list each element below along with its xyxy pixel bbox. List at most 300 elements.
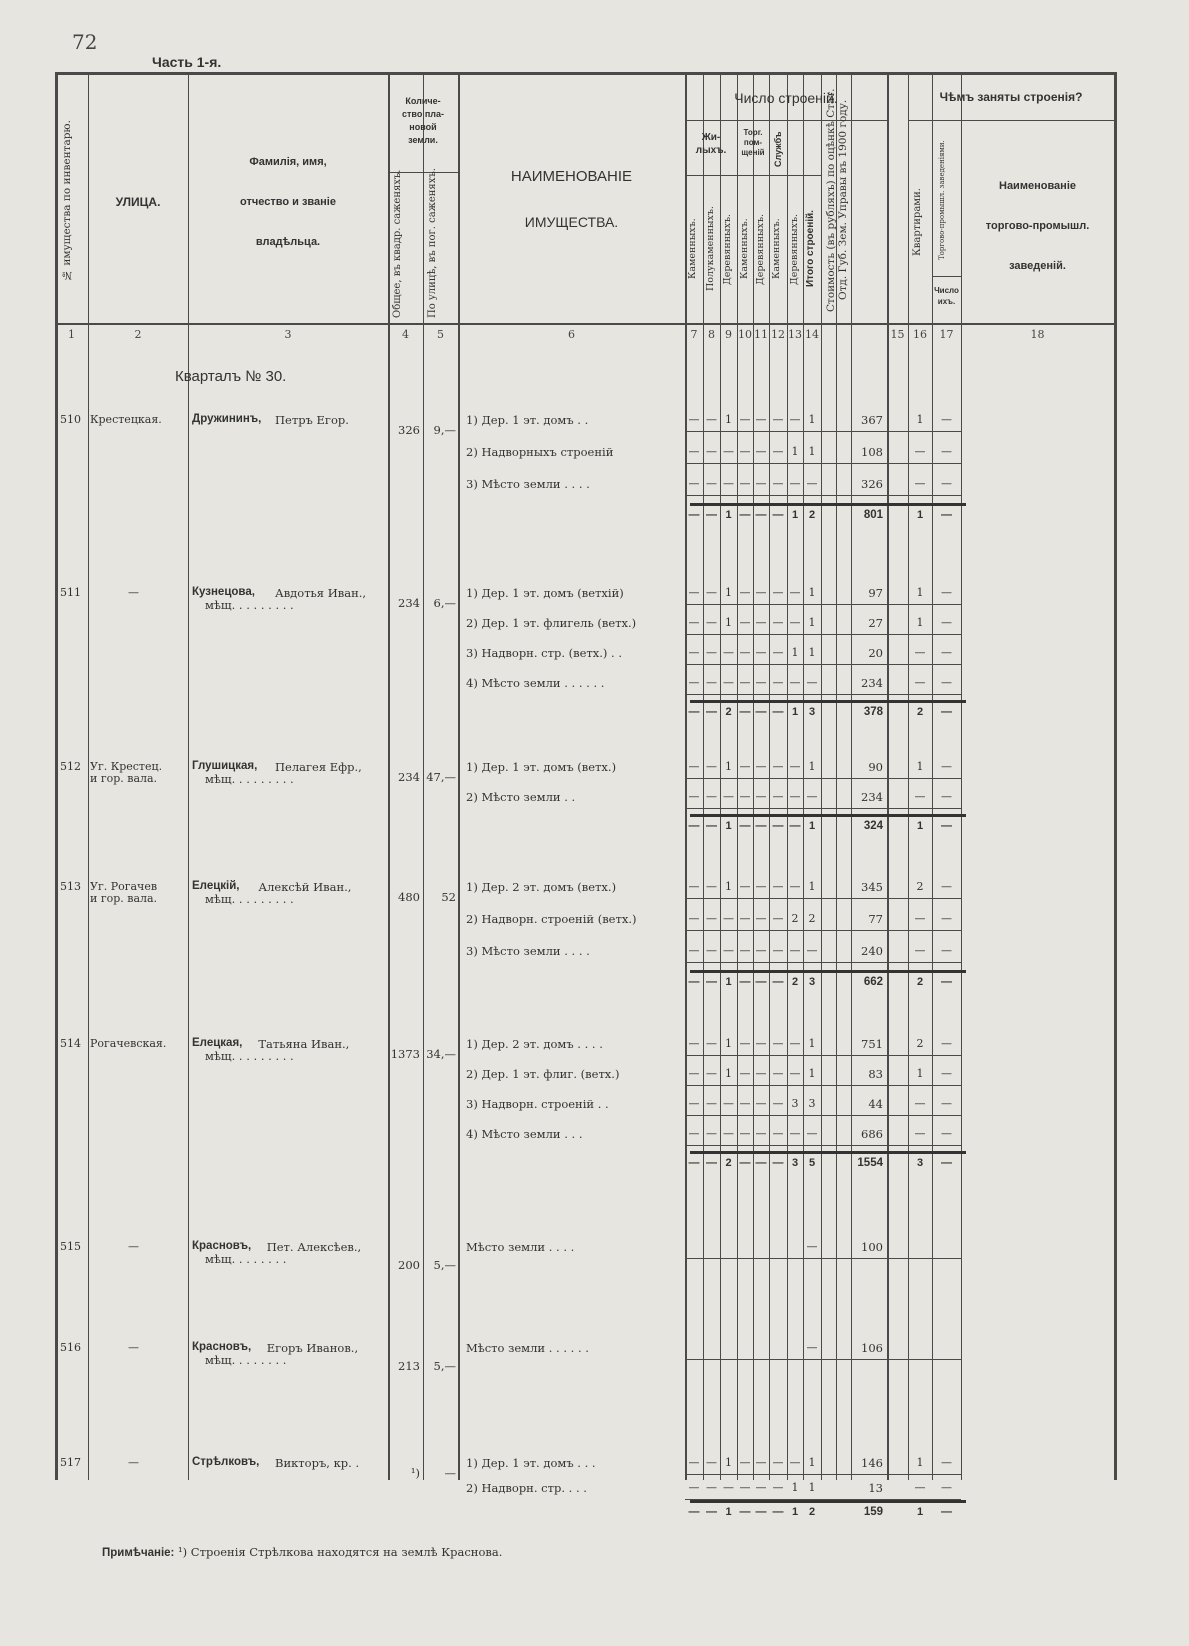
- value-dash: —: [806, 1341, 818, 1354]
- item-c13: —: [789, 676, 801, 689]
- entry-street: Рогачевская.: [90, 1037, 167, 1050]
- item-c14: 1: [808, 646, 816, 659]
- value-dash: —: [806, 1240, 818, 1253]
- item-c14: 1: [808, 1037, 816, 1050]
- column-rule: [188, 72, 189, 1480]
- entry-area: 480: [398, 890, 420, 904]
- column-number: 7: [690, 328, 698, 341]
- item-c14: —: [806, 676, 818, 689]
- item-c16: —: [914, 912, 926, 925]
- item-c12: —: [772, 477, 784, 490]
- total-rule: [690, 503, 966, 506]
- header-owner: отчество и званіе: [240, 196, 336, 208]
- item-c11: —: [755, 646, 767, 659]
- column-number: 6: [568, 328, 575, 341]
- item-c8: —: [706, 646, 717, 659]
- item-c11: —: [755, 586, 767, 599]
- item-c12: —: [772, 944, 784, 957]
- entry-street: Уг. Крестец.: [90, 760, 163, 773]
- item-c17: —: [941, 445, 952, 458]
- total-value: 324: [863, 820, 883, 832]
- entry-street: —: [128, 586, 139, 599]
- entry-frontage: 5,—: [433, 1258, 456, 1272]
- property-item: Мѣсто земли . . . .: [466, 1240, 575, 1254]
- column-number: 11: [754, 328, 768, 341]
- total-value: 1554: [857, 1157, 883, 1169]
- total-c11: —: [755, 1157, 767, 1169]
- item-c13: —: [789, 616, 801, 629]
- header-residential: Жи-: [701, 132, 721, 143]
- total-c8: —: [706, 509, 717, 521]
- property-item: 1) Дер. 1 эт. домъ (ветхій): [466, 586, 624, 600]
- item-value: 100: [861, 1240, 883, 1254]
- item-c9: 1: [725, 413, 732, 426]
- item-c11: —: [755, 413, 767, 426]
- item-c9: —: [723, 912, 734, 925]
- item-c11: —: [755, 790, 767, 803]
- property-item: 2) Надворн. стр. . . .: [466, 1481, 587, 1495]
- item-c17: —: [941, 646, 952, 659]
- item-rule: [685, 634, 961, 635]
- property-item: 2) Дер. 1 эт. флиг. (ветх.): [466, 1067, 620, 1081]
- column-rule: [88, 72, 89, 1480]
- item-c13: —: [789, 586, 801, 599]
- entry-frontage: 5,—: [433, 1359, 456, 1373]
- item-c8: —: [706, 1456, 717, 1469]
- entry-owner: Пелагея Ефр.,: [275, 760, 362, 774]
- total-c14: 1: [808, 820, 816, 832]
- total-c17: —: [941, 706, 952, 718]
- header-count: ихъ.: [937, 297, 956, 306]
- total-c16: 1: [916, 509, 924, 521]
- item-c9: 1: [725, 616, 732, 629]
- header-c9: Деревянныхъ.: [722, 213, 733, 285]
- item-c7: —: [688, 676, 700, 689]
- header-land-area-group: Количе-: [405, 96, 441, 106]
- item-rule: [685, 664, 961, 665]
- total-c12: —: [772, 1506, 784, 1518]
- item-c7: —: [688, 646, 700, 659]
- item-c8: —: [706, 477, 717, 490]
- item-c12: —: [772, 1127, 784, 1140]
- total-c17: —: [941, 509, 952, 521]
- item-c14: 1: [808, 1456, 816, 1469]
- column-rule: [55, 72, 58, 1480]
- item-c12: —: [772, 646, 784, 659]
- item-c9: 1: [725, 1067, 732, 1080]
- item-c16: —: [914, 1097, 926, 1110]
- item-c16: —: [914, 445, 926, 458]
- total-c13: —: [789, 820, 801, 832]
- item-c10: —: [739, 912, 751, 925]
- item-rule: [685, 1055, 961, 1056]
- column-number: 5: [437, 328, 444, 341]
- property-item: Мѣсто земли . . . . . .: [466, 1341, 589, 1355]
- header-owner: Фамилія, имя,: [249, 156, 327, 168]
- column-rule: [932, 72, 933, 1480]
- item-c13: 3: [791, 1097, 799, 1110]
- entry-number: 512: [60, 760, 81, 773]
- header-total-buildings: Итого строеній.: [805, 210, 816, 288]
- total-c17: —: [941, 1157, 952, 1169]
- item-c13: —: [789, 477, 801, 490]
- item-c13: 2: [791, 912, 799, 925]
- header-land-area-group: новой: [409, 122, 437, 132]
- item-value: 751: [861, 1037, 883, 1051]
- item-c7: —: [688, 880, 700, 893]
- item-c16: 1: [916, 586, 924, 599]
- item-c12: —: [772, 413, 784, 426]
- entry-frontage: 47,—: [426, 770, 456, 784]
- entry-owner-surname b: Елецкій,: [192, 880, 240, 892]
- total-value: 662: [863, 976, 883, 988]
- item-c12: —: [772, 760, 784, 773]
- item-c9: 1: [725, 1037, 732, 1050]
- item-c7: —: [688, 760, 700, 773]
- item-c11: —: [755, 1037, 767, 1050]
- item-c7: —: [688, 1456, 700, 1469]
- item-c16: —: [914, 790, 926, 803]
- total-c10: —: [739, 509, 751, 521]
- total-c11: —: [755, 509, 767, 521]
- item-c16: 1: [916, 616, 924, 629]
- item-c12: —: [772, 445, 784, 458]
- entry-owner: мѣщ. . . . . . . . .: [205, 772, 294, 786]
- item-c12: —: [772, 912, 784, 925]
- item-c14: 2: [808, 912, 816, 925]
- entry-street: Уг. Рогачев: [90, 880, 158, 893]
- item-c13: —: [789, 1456, 801, 1469]
- item-rule: [685, 463, 961, 464]
- total-c12: —: [772, 509, 784, 521]
- item-c11: —: [755, 445, 767, 458]
- part-label: Часть 1-я.: [152, 54, 222, 70]
- item-value: 106: [861, 1341, 883, 1355]
- column-number: 12: [771, 328, 785, 341]
- item-c10: —: [739, 1067, 751, 1080]
- total-value: 159: [863, 1506, 883, 1518]
- item-c10: —: [739, 586, 751, 599]
- item-value: 83: [868, 1067, 883, 1081]
- property-item: 2) Мѣсто земли . .: [466, 790, 576, 804]
- item-rule: [685, 1085, 961, 1086]
- item-value: 345: [861, 880, 883, 894]
- group-rule-buildings-sub: [685, 175, 821, 176]
- item-c13: 1: [791, 1481, 799, 1494]
- header-street-front: По улицѣ, въ пог. саженяхъ.: [427, 168, 438, 318]
- header-trade-names: Наименованіе: [999, 180, 1076, 192]
- total-c7: —: [688, 976, 700, 988]
- item-rule: [685, 694, 961, 695]
- item-c16: —: [914, 1481, 926, 1494]
- property-item: 3) Мѣсто земли . . . .: [466, 944, 590, 958]
- entry-owner: мѣщ. . . . . . . . .: [205, 598, 294, 612]
- header-commercial: пом-: [743, 138, 763, 147]
- column-rule: [821, 72, 822, 1480]
- item-c7: —: [688, 790, 700, 803]
- entry-owner-surname b: Глушицкая,: [192, 760, 258, 772]
- item-c9: —: [723, 944, 734, 957]
- entry-number: 514: [60, 1037, 81, 1050]
- item-rule: [685, 898, 961, 899]
- item-value: 44: [868, 1097, 883, 1111]
- item-c11: —: [755, 912, 767, 925]
- property-item: 1) Дер. 1 эт. домъ . . .: [466, 1456, 596, 1470]
- item-c12: —: [772, 586, 784, 599]
- item-c9: —: [723, 445, 734, 458]
- item-c13: —: [789, 944, 801, 957]
- page-number: 72: [72, 30, 98, 54]
- property-item: 2) Надворныхъ строеній: [466, 445, 614, 459]
- footnote-text: ¹) Строенія Стрѣлкова находятся на землѣ Краснова.: [178, 1545, 503, 1559]
- entry-frontage: 6,—: [433, 596, 456, 610]
- total-c17: —: [941, 976, 952, 988]
- total-c16: 1: [916, 820, 924, 832]
- item-c11: —: [755, 760, 767, 773]
- entry-number: 513: [60, 880, 81, 893]
- column-rule: [720, 72, 721, 1480]
- item-c8: —: [706, 445, 717, 458]
- entry-number: 517: [60, 1456, 81, 1469]
- column-rule: [961, 72, 962, 1480]
- header-owner: владѣльца.: [255, 236, 321, 248]
- entry-area: 234: [398, 596, 420, 610]
- item-c11: —: [755, 944, 767, 957]
- item-c17: —: [941, 676, 952, 689]
- item-c9: —: [723, 790, 734, 803]
- header-buildings-count: Число строеній.: [734, 90, 838, 106]
- header-c8: Полукаменныхъ.: [705, 206, 716, 292]
- header-land-area-group: ство пла-: [402, 109, 444, 119]
- item-c10: —: [739, 1456, 751, 1469]
- item-rule: [685, 778, 961, 779]
- column-rule: [803, 72, 804, 1480]
- column-number: 2: [134, 328, 142, 341]
- entry-owner: мѣщ. . . . . . . . .: [205, 892, 294, 906]
- entry-street: —: [128, 1456, 139, 1469]
- item-rule: [685, 930, 961, 931]
- item-c16: —: [914, 646, 926, 659]
- header-land-area-group: земли.: [408, 135, 438, 145]
- header-commercial: щеній: [741, 148, 765, 157]
- entry-number: 516: [60, 1341, 81, 1354]
- item-value: 20: [868, 646, 883, 660]
- item-c14: 1: [808, 880, 816, 893]
- item-c16: —: [914, 944, 926, 957]
- total-c9: 1: [725, 509, 732, 521]
- column-rule: [458, 72, 460, 1480]
- entry-area: 213: [398, 1359, 420, 1373]
- item-c7: —: [688, 912, 700, 925]
- header-bottom-border: [55, 323, 1114, 325]
- column-rule: [737, 72, 738, 1480]
- item-c14: —: [806, 1127, 818, 1140]
- entry-area: 234: [398, 770, 420, 784]
- property-item: 3) Мѣсто земли . . . .: [466, 477, 590, 491]
- item-c14: 1: [808, 760, 816, 773]
- item-c9: —: [723, 1127, 734, 1140]
- item-value: 77: [868, 912, 883, 926]
- total-c7: —: [688, 509, 700, 521]
- item-value: 97: [868, 586, 883, 600]
- item-value: 13: [868, 1481, 883, 1495]
- item-c7: —: [688, 1067, 700, 1080]
- item-c14: 3: [808, 1097, 816, 1110]
- total-c13: 1: [791, 509, 799, 521]
- entry-owner: Пет. Алексѣев.,: [266, 1240, 362, 1254]
- total-c11: —: [755, 706, 767, 718]
- column-rule: [769, 72, 770, 1480]
- total-c14: 3: [808, 976, 816, 988]
- item-c12: —: [772, 1481, 784, 1494]
- item-c11: —: [755, 1097, 767, 1110]
- item-rule: [685, 604, 961, 605]
- column-rule: [753, 72, 754, 1480]
- header-c10: Каменныхъ.: [739, 218, 750, 280]
- total-c9: 1: [725, 820, 732, 832]
- entry-owner: мѣщ. . . . . . . .: [205, 1252, 287, 1266]
- item-c8: —: [706, 676, 717, 689]
- item-c16: 1: [916, 1067, 924, 1080]
- total-c12: —: [772, 820, 784, 832]
- item-c8: —: [706, 616, 717, 629]
- header-residential: лыхъ.: [695, 145, 727, 156]
- header-apartments: Квартирами.: [912, 188, 923, 256]
- item-c9: —: [723, 1481, 734, 1494]
- item-c9: —: [723, 477, 734, 490]
- item-rule: [685, 1145, 961, 1146]
- entry-street: и гор. вала.: [90, 772, 158, 785]
- entry-owner: Авдотья Иван.,: [275, 586, 367, 600]
- header-count: Число: [934, 286, 959, 295]
- item-c12: —: [772, 1456, 784, 1469]
- total-c10: —: [739, 1157, 751, 1169]
- item-c8: —: [706, 880, 717, 893]
- item-c12: —: [772, 1067, 784, 1080]
- item-c10: —: [739, 1037, 751, 1050]
- column-number: 15: [890, 328, 905, 341]
- property-item: 2) Дер. 1 эт. флигель (ветх.): [466, 616, 637, 630]
- item-c12: —: [772, 880, 784, 893]
- header-trade-names: заведеній.: [1009, 260, 1066, 272]
- item-c17: —: [941, 944, 952, 957]
- item-rule: [685, 1258, 961, 1259]
- entry-owner: мѣщ. . . . . . . . .: [205, 1049, 294, 1063]
- item-c16: —: [914, 1127, 926, 1140]
- entry-street: —: [128, 1341, 139, 1354]
- item-rule: [685, 1474, 961, 1475]
- item-c9: 1: [725, 760, 732, 773]
- item-c14: 1: [808, 445, 816, 458]
- item-c13: —: [789, 790, 801, 803]
- item-value: 27: [868, 616, 883, 630]
- item-c7: —: [688, 1481, 700, 1494]
- total-c10: —: [739, 706, 751, 718]
- item-c8: —: [706, 1127, 717, 1140]
- item-c16: —: [914, 477, 926, 490]
- table-top-border: [55, 72, 1114, 75]
- column-rule: [887, 72, 889, 1480]
- group-rule-count: [932, 276, 961, 277]
- header-c13: Деревянныхъ.: [789, 213, 800, 285]
- footnote-label: Примѣчаніе:: [102, 1547, 175, 1559]
- total-c16: 2: [916, 976, 924, 988]
- header-service: Службъ: [773, 131, 783, 167]
- item-c17: —: [941, 1127, 952, 1140]
- total-rule: [690, 700, 966, 703]
- item-c11: —: [755, 616, 767, 629]
- total-rule: [690, 814, 966, 817]
- item-c17: —: [941, 1097, 952, 1110]
- item-c7: —: [688, 477, 700, 490]
- item-c14: 1: [808, 1067, 816, 1080]
- item-c10: —: [739, 760, 751, 773]
- item-c8: —: [706, 1067, 717, 1080]
- item-c7: —: [688, 1097, 700, 1110]
- total-c11: —: [755, 820, 767, 832]
- entry-owner: Алексѣй Иван.,: [258, 880, 352, 894]
- entry-owner-surname b: Красновъ,: [192, 1240, 252, 1252]
- total-c9: 2: [725, 706, 732, 718]
- item-c17: —: [941, 586, 952, 599]
- column-number: 9: [725, 328, 732, 341]
- item-c11: —: [755, 1456, 767, 1469]
- item-c14: 1: [808, 586, 816, 599]
- item-c8: —: [706, 1037, 717, 1050]
- item-c14: —: [806, 944, 818, 957]
- total-c13: 3: [791, 1157, 799, 1169]
- item-rule: [685, 1359, 961, 1360]
- item-c17: —: [941, 1481, 952, 1494]
- column-number: 3: [284, 328, 292, 341]
- column-rule: [1114, 72, 1117, 1480]
- item-c9: —: [723, 1097, 734, 1110]
- item-c8: —: [706, 790, 717, 803]
- item-c16: 1: [916, 1456, 924, 1469]
- entry-owner-surname b: Дружининъ,: [192, 413, 262, 425]
- item-c7: —: [688, 616, 700, 629]
- item-c10: —: [739, 1097, 751, 1110]
- column-number: 17: [939, 328, 954, 341]
- total-c14: 3: [808, 706, 816, 718]
- item-c10: —: [739, 413, 751, 426]
- item-c13: —: [789, 1127, 801, 1140]
- header-commercial: Торг.: [743, 128, 763, 137]
- total-c13: 1: [791, 706, 799, 718]
- total-c12: —: [772, 706, 784, 718]
- entry-area: 200: [398, 1258, 420, 1272]
- item-c8: —: [706, 1481, 717, 1494]
- item-c8: —: [706, 760, 717, 773]
- total-c17: —: [941, 1506, 952, 1518]
- item-rule: [685, 808, 961, 809]
- entry-area: 326: [398, 423, 420, 437]
- total-c11: —: [755, 976, 767, 988]
- entry-owner: мѣщ. . . . . . . .: [205, 1353, 287, 1367]
- entry-owner: Викторъ, кр. .: [275, 1456, 360, 1470]
- total-rule: [690, 1151, 966, 1154]
- quarter-heading: Кварталъ № 30.: [175, 368, 287, 385]
- item-value: 326: [861, 477, 883, 491]
- item-c11: —: [755, 477, 767, 490]
- total-c7: —: [688, 1157, 700, 1169]
- item-value: 686: [861, 1127, 883, 1141]
- item-c10: —: [739, 676, 751, 689]
- total-c14: 2: [808, 509, 816, 521]
- total-c11: —: [755, 1506, 767, 1518]
- item-c14: 1: [808, 616, 816, 629]
- item-c10: —: [739, 1127, 751, 1140]
